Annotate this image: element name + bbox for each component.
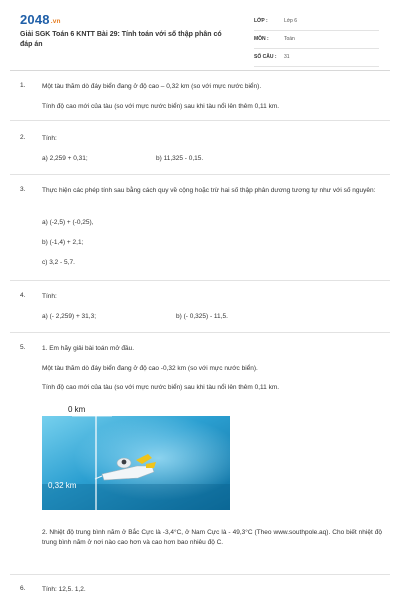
question-part-a: a) (- 2,259) + 31,3; [42, 313, 97, 320]
question-number: 4. [20, 292, 26, 299]
label-submarine-depth: 0,32 km [48, 481, 77, 490]
question-part-a: a) (-2,5) + (-0,25), [42, 219, 94, 226]
meta-row-class [254, 14, 379, 31]
question-number: 2. [20, 134, 26, 141]
submarine-illustration [42, 404, 230, 510]
sea-image [42, 404, 230, 510]
divider [10, 332, 390, 333]
meta-row-count [254, 50, 379, 67]
meta-row-subject [254, 32, 379, 49]
question-part-b: b) (- 0,325) - 11,5. [176, 313, 228, 320]
divider [10, 120, 390, 121]
question-part-a: a) 2,259 + 0,31; [42, 155, 88, 162]
question-text: Tính: 12,5. 1,2. [42, 586, 86, 593]
logo-suffix: .vn [50, 18, 61, 25]
question-number: 1. [20, 82, 26, 89]
question-part-b: b) 11,325 - 0,15. [156, 155, 204, 162]
meta-value: Lớp 6 [284, 18, 298, 24]
question-part-b: b) (-1,4) + 2,1; [42, 239, 84, 246]
label-surface-depth: 0 km [68, 405, 86, 414]
question-text: Tính: [42, 293, 57, 300]
meta-label: MÔN : [254, 36, 269, 42]
header-divider [10, 70, 390, 71]
meta-value: 31 [284, 54, 290, 60]
meta-info [254, 14, 379, 68]
question-text: Tính độ cao mới của tàu (so với mực nước biển) sau khi tàu nổi lên thêm 0,11 km. [42, 384, 280, 391]
divider [10, 174, 390, 175]
question-text: Một tàu thăm dò đáy biển đang ở độ cao -0,32 km (so với mực nước biển). [42, 365, 258, 372]
divider [10, 280, 390, 281]
header [0, 0, 400, 68]
meta-label: SỐ CÂU : [254, 54, 277, 60]
question-number: 6. [20, 585, 26, 592]
site-logo[interactable] [20, 12, 61, 27]
meta-value: Toán [284, 36, 295, 42]
question-number: 5. [20, 344, 26, 351]
question-text: Thực hiện các phép tính sau bằng cách quy về cộng hoặc trừ hai số thập phân dương tương tự như với số nguyên: [42, 187, 376, 194]
question-text: Tính: [42, 135, 57, 142]
question-part-2: 2. Nhiệt độ trung bình năm ở Bắc Cực là -3,4°C, ở Nam Cực là - 49,3°C (Theo www.southpole.aq). Cho biết nhiệt độ trung bình năm ở nơi nào cao hơn và cao hơn bao nhiêu độ C. [42, 529, 382, 546]
meta-label: LỚP : [254, 18, 268, 24]
logo-number: 2048 [20, 12, 50, 27]
question-text: Tính độ cao mới của tàu (so với mực nước biển) sau khi tàu nổi lên thêm 0,11 km. [42, 103, 280, 110]
divider [10, 574, 390, 575]
question-number: 3. [20, 186, 26, 193]
page-title: Giải SGK Toán 6 KNTT Bài 29: Tính toán với số thập phân có đáp án [20, 31, 222, 48]
question-part-1: 1. Em hãy giải bài toán mở đầu. [42, 345, 135, 352]
question-part-c: c) 3,2 - 5,7. [42, 259, 75, 266]
question-text: Một tàu thăm dò đáy biển đang ở độ cao – 0,32 km (so với mực nước biển). [42, 83, 262, 90]
